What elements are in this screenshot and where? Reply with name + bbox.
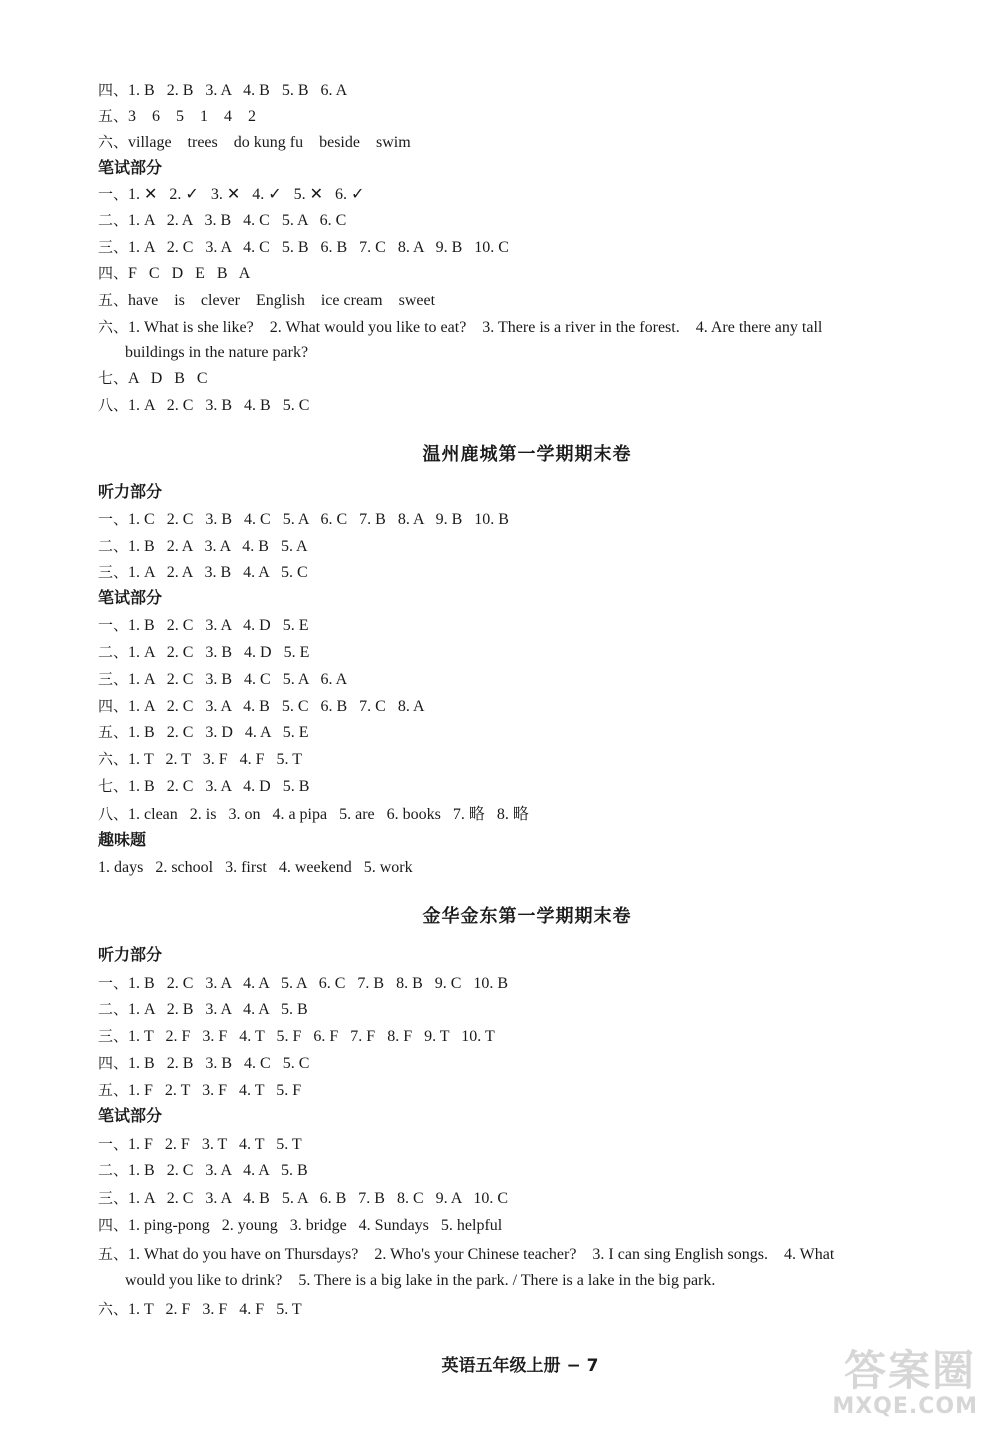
subsection-heading: 听力部分 [98,945,163,964]
answer-text: 1. A 2. A 3. B 4. A 5. C [128,564,308,581]
answer-text: F C D E B A [128,265,251,282]
subsection-heading: 笔试部分 [98,1106,163,1125]
answer-text: 1. T 2. F 3. F 4. F 5. T [128,1301,302,1318]
answer-text: 1. B 2. C 3. A 4. A 5. A 6. C 7. B 8. B 9. C 10. B [128,975,509,992]
question-number: 一、 [98,974,129,992]
answer-text: 1. B 2. B 3. B 4. C 5. C [128,1055,310,1072]
answer-line [98,803,960,826]
answer-text: 1. B 2. C 3. D 4. A 5. E [128,724,309,741]
answer-text: 1. A 2. A 3. B 4. C 5. A 6. C [128,212,347,229]
answer-line [98,367,960,390]
question-number: 二、 [98,1161,129,1179]
answer-line [98,998,960,1021]
answer-line [98,508,960,531]
question-number: 二、 [98,537,129,555]
answer-text: 1. A 2. C 3. B 4. D 5. E [128,644,310,661]
answer-line [98,856,960,879]
section-title: 金华金东第一学期期末卷 [422,906,632,927]
answer-text: 1. A 2. C 3. B 4. B 5. C [128,397,310,414]
answer-text: village trees do kung fu beside swim [128,134,411,151]
answer-line [98,1243,960,1266]
question-number: 七、 [98,777,129,795]
question-number: 五、 [98,291,129,309]
question-number: 四、 [98,1216,129,1234]
question-number: 八、 [98,805,129,823]
answer-line [98,561,960,584]
answer-line [98,262,960,285]
answer-text: 1. clean 2. is 3. on 4. a pipa 5. are 6. books 7. 略 8. 略 [128,806,529,823]
page-footer: 英语五年级上册 − 7 [441,1356,599,1376]
answer-text: 1. B 2. C 3. A 4. A 5. B [128,1162,308,1179]
question-number: 四、 [98,1054,129,1072]
answer-text: have is clever English ice cream sweet [128,292,436,309]
question-number: 七、 [98,369,129,387]
answer-line [98,1079,960,1102]
answer-line [98,748,960,771]
question-number: 六、 [98,318,129,336]
answer-text: 1. F 2. F 3. T 4. T 5. T [128,1136,302,1153]
question-number: 三、 [98,563,129,581]
answer-text: 1. A 2. C 3. A 4. B 5. C 6. B 7. C 8. A [128,698,425,715]
question-number: 一、 [98,1135,129,1153]
answer-text: 1. T 2. T 3. F 4. F 5. T [128,751,302,768]
answer-line [98,1052,960,1075]
answer-text: 1. C 2. C 3. B 4. C 5. A 6. C 7. B 8. A 9. B 10. B [128,511,509,528]
answer-line [98,131,960,154]
answer-text: 1. ping-pong 2. young 3. bridge 4. Sundays 5. helpful [128,1217,503,1234]
answer-text: A D B C [128,370,208,387]
answer-text: 1. B 2. C 3. A 4. D 5. B [128,778,310,795]
answer-line [98,1187,960,1210]
answer-line [98,289,960,312]
question-number: 三、 [98,238,129,256]
question-number: 一、 [98,616,129,634]
question-number: 五、 [98,1081,129,1099]
answer-line-continuation: buildings in the nature park? [125,344,309,361]
question-number: 一、 [98,185,129,203]
answer-line [98,1298,960,1321]
subsection-heading: 趣味题 [98,830,147,849]
answer-text: 1. ✕ 2. ✓ 3. ✕ 4. ✓ 5. ✕ 6. ✓ [128,186,365,203]
question-number: 五、 [98,107,129,125]
question-number: 六、 [98,133,129,151]
answer-line [98,183,960,206]
answer-text: 3 6 5 1 4 2 [128,108,257,125]
answer-line [98,535,960,558]
answer-line [98,668,960,691]
answer-line [98,614,960,637]
question-number: 二、 [98,1000,129,1018]
answer-line [98,79,960,102]
answer-line [98,1133,960,1156]
question-number: 八、 [98,396,129,414]
answer-line [98,1159,960,1182]
question-number: 四、 [98,264,129,282]
answer-line [98,209,960,232]
answer-text: 1. A 2. C 3. A 4. C 5. B 6. B 7. C 8. A 9. B 10. C [128,239,509,256]
answer-text: 1. A 2. C 3. A 4. B 5. A 6. B 7. B 8. C 9. A 10. C [128,1190,509,1207]
question-number: 四、 [98,697,129,715]
answer-text: 1. B 2. C 3. A 4. D 5. E [128,617,309,634]
question-number: 一、 [98,510,129,528]
question-number: 二、 [98,211,129,229]
answer-line [98,972,960,995]
answer-text: 1. A 2. C 3. B 4. C 5. A 6. A [128,671,348,688]
answer-line [98,1214,960,1237]
watermark-sub-text: MXQE.COM [832,1394,978,1419]
answer-line [98,316,960,339]
question-number: 五、 [98,1245,129,1263]
answer-text: 1. B 2. A 3. A 4. B 5. A [128,538,308,555]
answer-line [98,394,960,417]
answer-line [98,236,960,259]
answer-text: 1. F 2. T 3. F 4. T 5. F [128,1082,302,1099]
answer-text: 1. B 2. B 3. A 4. B 5. B 6. A [128,82,348,99]
answer-text: 1. T 2. F 3. F 4. T 5. F 6. F 7. F 8. F 9. T 10. T [128,1028,495,1045]
question-number: 二、 [98,643,129,661]
answer-line [98,105,960,128]
question-number: 六、 [98,1300,129,1318]
question-number: 三、 [98,1189,129,1207]
answer-text: 1. days 2. school 3. first 4. weekend 5. work [98,859,413,876]
answer-text: 1. What do you have on Thursdays? 2. Who's your Chinese teacher? 3. I can sing English songs. 4. What [128,1246,835,1263]
answer-line [98,695,960,718]
answer-line [98,775,960,798]
subsection-heading: 笔试部分 [98,588,163,607]
answer-text: 1. A 2. B 3. A 4. A 5. B [128,1001,308,1018]
section-title: 温州鹿城第一学期期末卷 [422,444,632,465]
watermark-main-text: 答案圈 [843,1346,976,1395]
answer-line [98,641,960,664]
subsection-heading: 听力部分 [98,482,163,501]
question-number: 六、 [98,750,129,768]
question-number: 三、 [98,670,129,688]
subsection-heading: 笔试部分 [98,158,163,177]
question-number: 四、 [98,81,129,99]
question-number: 三、 [98,1027,129,1045]
watermark-logo [792,1338,982,1424]
answer-line [98,721,960,744]
question-number: 五、 [98,723,129,741]
answer-text: 1. What is she like? 2. What would you like to eat? 3. There is a river in the forest. 4. Are there any tall [128,319,823,336]
answer-line [98,1025,960,1048]
answer-line-continuation: would you like to drink? 5. There is a big lake in the park. / There is a lake in the big park. [125,1272,716,1289]
